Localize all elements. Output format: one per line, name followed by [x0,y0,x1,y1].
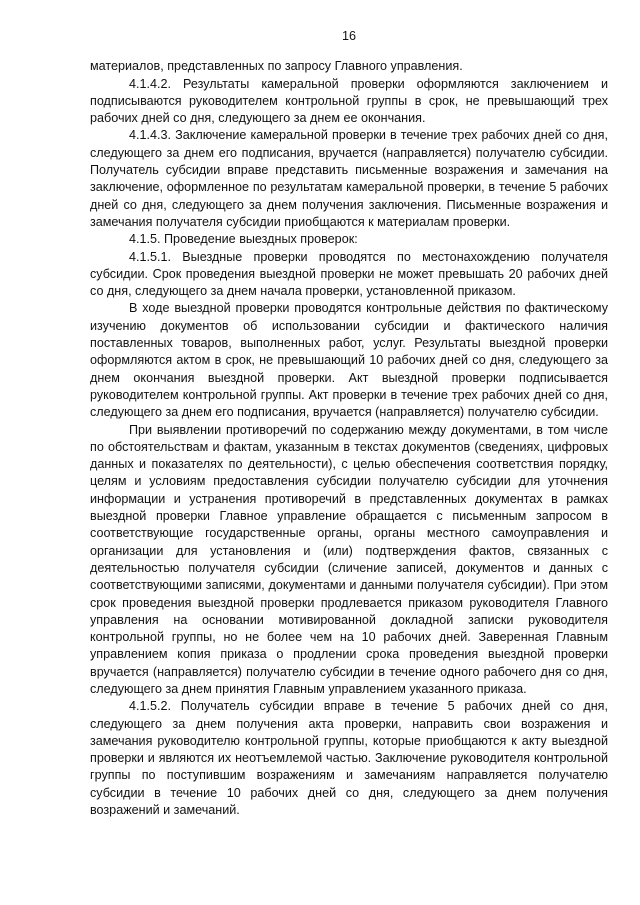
page-number: 16 [341,29,356,43]
paragraph: В ходе выездной проверки проводятся контрольные действия по фактическому изучению документов об использовании субсидии и фактического наличия поставленных товаров, выполненных работ, услуг. Результаты выездной проверки оформляются актом в срок, не превышающий 10 рабочих дней со дня, следующего за днем окончания выездной проверки. Акт выездной проверки подписывается руководителем контрольной группы. Акт проверки в течение трех рабочих дней со дня, следующего за днем его подписания, вручается (направляется) получателю субсидии. [90,301,608,420]
paragraph: материалов, представленных по запросу Главного управления. [90,59,463,74]
paragraph: 4.1.5.2. Получатель субсидии вправе в течение 5 рабочих дней со дня, следующего за днем получения акта проверки, направить свои возражения и замечания руководителю контрольной группы, которые приобщаются к акту выездной проверки и являются их неотъемлемой частью. Заключение руководителя контрольной группы по поступившим возражениям и замечаниям направляется получателю субсидии в течение 10 рабочих дней со дня, следующего за днем получения возражений и замечаний. [90,699,608,818]
paragraph: 4.1.4.2. Результаты камеральной проверки оформляются заключением и подписываются руководителем контрольной группы в срок, не превышающий трех рабочих дней со дня, следующего за днем ее окончания. [90,76,608,126]
paragraph: 4.1.5. Проведение выездных проверок: [129,232,358,247]
paragraph: При выявлении противоречий по содержанию между документами, в том числе по обстоятельствам и фактам, указанным в текстах документов (сведениях, цифровых данных и показателях по деятельности), с целью обеспечения соответствия порядку, целям и условиям предоставления субсидии получателю субсидии для уточнения информации и устранения противоречий в представленных документах в рамках выездной проверки Главное управление обращается с письменным запросом в соответствующие государственные органы, органы местного самоуправления и организации для установления и (или) подтверждения фактов, связанных с деятельностью получателя субсидии (сличение записей, документов и данных с соответствующими записями, документами и данными получателя субсидии). При этом срок проведения выездной проверки продлевается приказом руководителя Главного управления на основании мотивированной докладной записки руководителя контрольной группы, но не более чем на 10 рабочих дней. Заверенная Главным управлением копия приказа о продлении срока проведения выездной проверки вручается (направляется) получателю субсидии в течение одного рабочего дня со дня, следующего за днем принятия Главным управлением указанного приказа. [90,422,608,696]
paragraph: 4.1.4.3. Заключение камеральной проверки в течение трех рабочих дней со дня, следующего за днем его подписания, вручается (направляется) получателю субсидии. Получатель субсидии вправе представить письменные возражения и замечания на заключение, оформленное по результатам камеральной проверки, в течение 5 рабочих дней со дня, следующего за днем получения заключения. Письменные возражения и замечания получателя субсидии приобщаются к материалам проверки. [90,128,608,229]
paragraph: 4.1.5.1. Выездные проверки проводятся по местонахождению получателя субсидии. Срок проведения выездной проверки не может превышать 20 рабочих дней со дня, следующего за днем начала проверки, установленной приказом. [90,249,608,299]
